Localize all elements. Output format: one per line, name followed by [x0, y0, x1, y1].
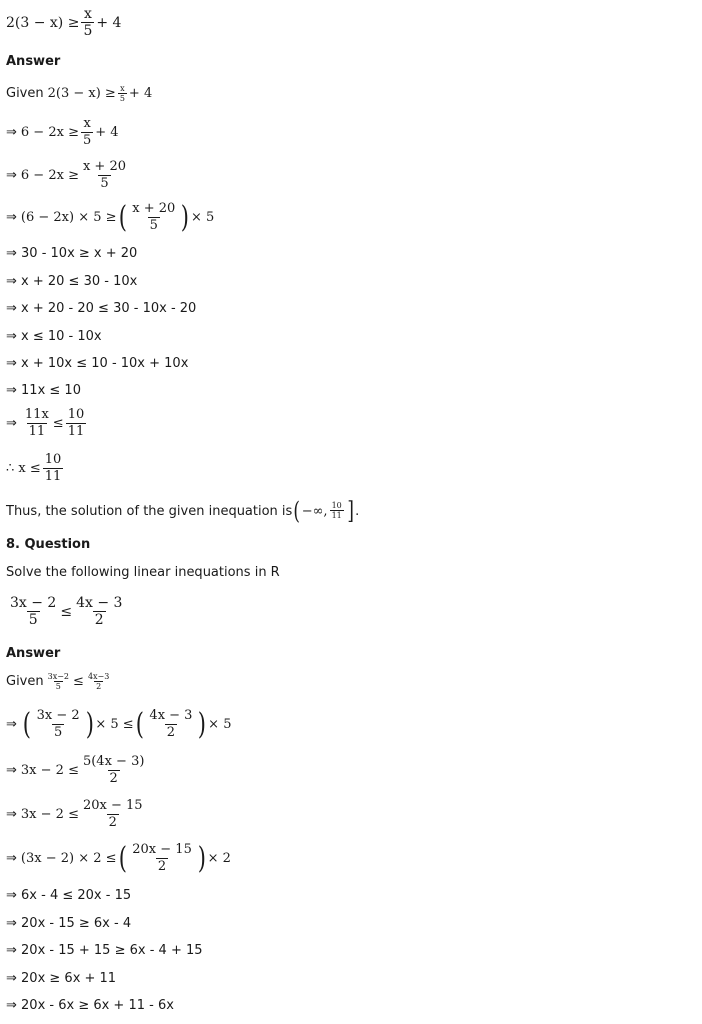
fraction-denominator: 11 [28, 423, 46, 439]
p8-step-2 [6, 755, 148, 787]
p7-statement-fraction [81, 6, 94, 40]
p7-statement-rhs: + 4 [96, 14, 122, 31]
step-operator: ≤ [52, 416, 64, 432]
step-fraction [81, 160, 128, 192]
p7-conclusion [6, 499, 359, 523]
fraction-numerator: 3x − 2 [36, 708, 80, 723]
fraction-denominator: 11 [67, 423, 85, 439]
fraction-numerator: 10 [67, 407, 85, 422]
fraction-denominator: 2 [166, 724, 176, 740]
fraction-denominator: 2 [157, 858, 167, 874]
p8-step-6: ⇒ 20x - 15 ≥ 6x - 4 [6, 916, 132, 931]
fraction-denominator: 5 [100, 175, 109, 191]
fraction-denominator: 2 [94, 612, 104, 629]
solution-interval [292, 499, 355, 523]
fraction-numerator: 5(4x − 3) [82, 754, 145, 769]
right-paren-icon: ) [198, 706, 207, 742]
fraction-denominator: 5 [54, 724, 63, 740]
p8-step-4 [6, 840, 231, 876]
step-fraction [130, 202, 177, 234]
given-rhs: + 4 [128, 86, 153, 102]
p8-heading: 8. Question [6, 537, 91, 552]
given-operator: ≤ [73, 674, 84, 690]
fraction-numerator: 10 [44, 452, 62, 467]
step-lhs: 6 − 2x ≥ [20, 125, 79, 141]
p8-step-5: ⇒ 6x - 4 ≤ 20x - 15 [6, 888, 132, 903]
p7-step-10 [6, 408, 88, 440]
right-paren-icon: ) [85, 706, 94, 742]
fraction-numerator: x + 20 [132, 201, 176, 216]
left-paren-icon: ( [135, 706, 144, 742]
fraction-denominator: 11 [44, 468, 62, 484]
right-bracket-icon: ] [347, 497, 354, 525]
p8-instruction: Solve the following linear inequations in R [6, 565, 280, 580]
p8-statement [6, 595, 126, 629]
step-rhs: × 5 [208, 717, 232, 733]
p7-step-8: ⇒ x + 10x ≤ 10 - 10x + 10x [6, 356, 189, 371]
step-fraction [43, 453, 64, 485]
given-fraction-right [86, 672, 111, 692]
step-lhs: 3x − 2 ≤ [20, 807, 79, 823]
step-rhs: × 5 [191, 210, 215, 226]
step-middle: × 5 ≤ [95, 717, 134, 733]
fraction-denominator: 5 [119, 94, 125, 104]
p7-given [6, 84, 152, 104]
fraction-numerator: x + 20 [82, 159, 126, 174]
left-paren-icon: ( [22, 706, 31, 742]
p7-answer-heading: Answer [6, 54, 61, 69]
fraction-numerator: 3x − 2 [10, 595, 57, 611]
fraction-numerator: 20x − 15 [132, 842, 192, 857]
implies-arrow: ⇒ [6, 416, 17, 432]
p7-step-3 [6, 199, 215, 235]
p8-step-8: ⇒ 20x ≥ 6x + 11 [6, 971, 117, 986]
left-paren-icon: ( [118, 199, 127, 235]
p8-given [6, 672, 113, 692]
implies-arrow: ⇒ [6, 807, 17, 823]
step-lhs: (6 − 2x) × 5 ≥ [20, 210, 117, 226]
step-fraction [35, 709, 82, 741]
p7-step-9: ⇒ 11x ≤ 10 [6, 383, 81, 398]
step-fraction [81, 117, 93, 149]
left-paren-icon: ( [293, 497, 301, 525]
fraction-denominator: 5 [149, 217, 158, 233]
fraction-denominator: 5 [55, 682, 61, 692]
fraction-denominator: 5 [28, 612, 38, 629]
fraction-numerator: 4x − 3 [149, 708, 193, 723]
fraction-numerator: 3x−2 [47, 672, 70, 681]
p7-step-2 [6, 160, 130, 192]
p7-step-5: ⇒ x + 20 ≤ 30 - 10x [6, 274, 138, 289]
fraction-numerator: 4x−3 [87, 672, 110, 681]
p7-step-6: ⇒ x + 20 - 20 ≤ 30 - 10x - 20 [6, 301, 197, 316]
implies-arrow: ⇒ [6, 168, 17, 184]
step-rhs: × 2 [207, 851, 231, 867]
p7-step-7: ⇒ x ≤ 10 - 10x [6, 329, 102, 344]
implies-arrow: ⇒ [6, 763, 17, 779]
given-label: Given [6, 86, 44, 102]
step-lhs: 6 − 2x ≥ [20, 168, 79, 184]
p8-answer-heading: Answer [6, 646, 61, 661]
fraction-numerator: 20x − 15 [82, 798, 143, 813]
implies-arrow: ⇒ [6, 851, 17, 867]
fraction-denominator: 5 [83, 23, 93, 40]
step-fraction [147, 709, 194, 741]
given-fraction-left [46, 672, 71, 692]
period: . [355, 503, 360, 519]
fraction-numerator: x [120, 84, 125, 93]
therefore-lhs: ∴ x ≤ [6, 461, 41, 477]
fraction-numerator: 4x − 3 [76, 595, 123, 611]
fraction-denominator: 2 [109, 770, 118, 786]
step-lhs: (3x − 2) × 2 ≤ [20, 851, 117, 867]
step-lhs: 3x − 2 ≤ [20, 763, 79, 779]
fraction-denominator: 2 [108, 814, 117, 830]
right-paren-icon: ) [181, 199, 190, 235]
given-label: Given [6, 674, 44, 690]
statement-operator: ≤ [60, 603, 73, 620]
step-fraction [81, 799, 145, 831]
fraction-numerator: x [83, 6, 92, 22]
given-fraction [118, 84, 127, 104]
step-fraction [81, 755, 146, 787]
p7-step-1 [6, 117, 119, 149]
interval-fraction [330, 501, 344, 521]
fraction-denominator: 11 [331, 511, 342, 521]
conclusion-text: Thus, the solution of the given inequation is [6, 503, 293, 519]
paren-group-right [134, 706, 208, 742]
right-paren-icon: ) [197, 840, 206, 876]
p7-step-4: ⇒ 30 - 10x ≥ x + 20 [6, 246, 138, 261]
paren-group [117, 199, 191, 235]
implies-arrow: ⇒ [6, 125, 17, 141]
fraction-numerator: 11x [24, 407, 49, 422]
p8-step-1 [6, 706, 232, 742]
interval-left: −∞, [301, 503, 328, 519]
fraction-denominator: 2 [96, 682, 102, 692]
implies-arrow: ⇒ [6, 210, 17, 226]
statement-fraction-right [74, 595, 124, 629]
statement-fraction-left [8, 595, 58, 629]
p7-statement [6, 6, 121, 40]
p8-step-3 [6, 799, 147, 831]
fraction-numerator: 10 [331, 501, 342, 511]
step-fraction-left [23, 408, 51, 440]
p7-step-11 [6, 453, 65, 485]
step-fraction-right [66, 408, 87, 440]
p7-statement-lhs: 2(3 − x) ≥ [6, 14, 80, 31]
implies-arrow: ⇒ [6, 717, 17, 733]
given-lhs: 2(3 − x) ≥ [47, 86, 116, 102]
p8-step-9: ⇒ 20x - 6x ≥ 6x + 11 - 6x [6, 998, 174, 1013]
left-paren-icon: ( [118, 840, 127, 876]
fraction-numerator: x [83, 116, 91, 131]
fraction-denominator: 5 [82, 132, 92, 148]
paren-group-left [21, 706, 95, 742]
paren-group [117, 840, 208, 876]
step-fraction [130, 843, 194, 875]
step-rhs: + 4 [95, 125, 119, 141]
p8-step-7: ⇒ 20x - 15 + 15 ≥ 6x - 4 + 15 [6, 943, 203, 958]
